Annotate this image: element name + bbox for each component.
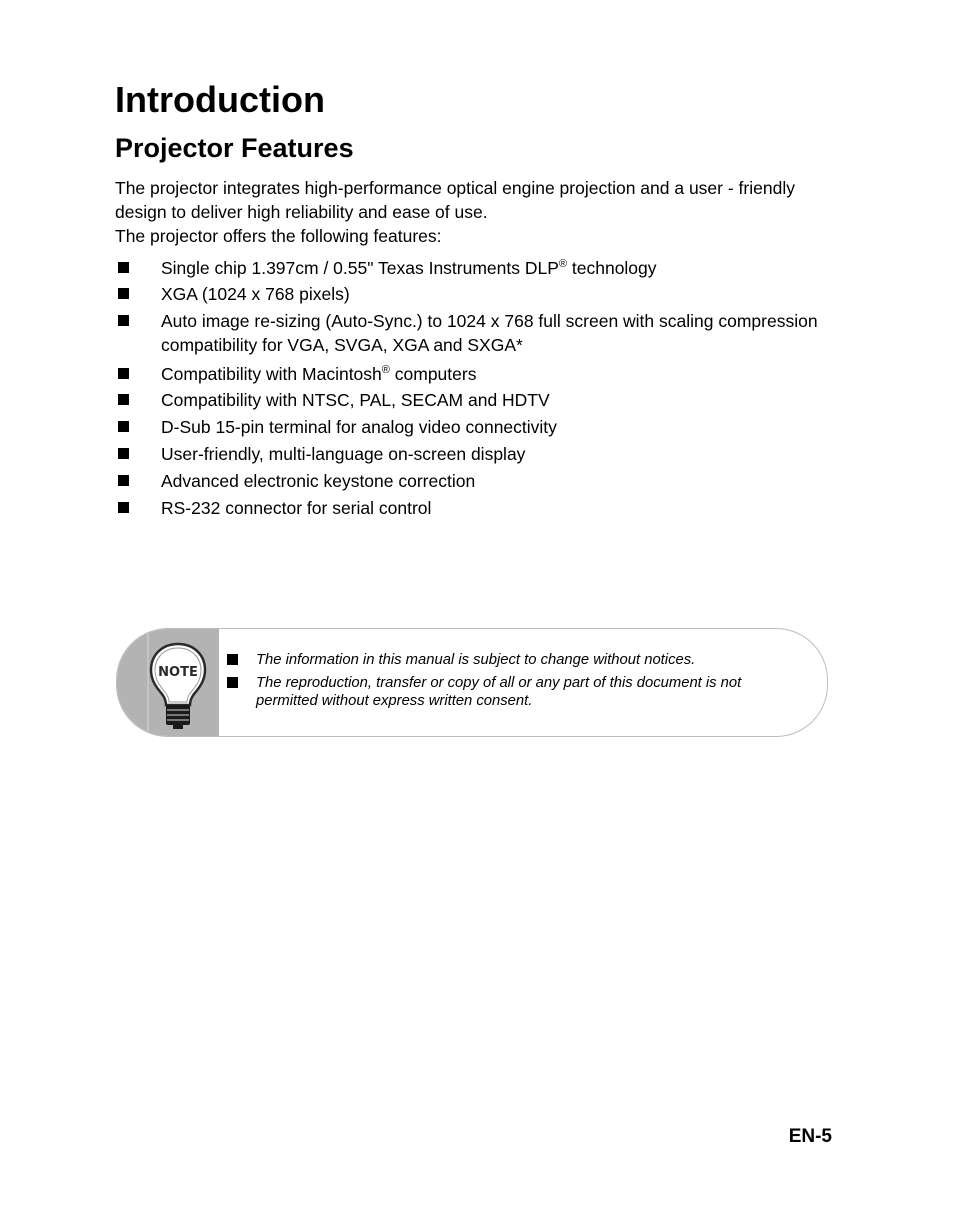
- note-label: NOTE: [158, 665, 198, 680]
- feature-text: Compatibility with NTSC, PAL, SECAM and HDTV: [161, 390, 550, 410]
- list-item: [115, 309, 845, 357]
- square-bullet-icon: [227, 677, 238, 688]
- square-bullet-icon: [118, 502, 129, 513]
- square-bullet-icon: [118, 315, 129, 326]
- list-item: [115, 388, 845, 412]
- note-item: [225, 674, 785, 710]
- feature-text: XGA (1024 x 768 pixels): [161, 284, 350, 304]
- square-bullet-icon: [118, 368, 129, 379]
- note-list: [225, 651, 785, 715]
- note-box: [116, 628, 828, 737]
- note-item: [225, 651, 785, 669]
- square-bullet-icon: [118, 262, 129, 273]
- note-lightbulb-icon: [147, 639, 209, 729]
- feature-text: User-friendly, multi-language on-screen display: [161, 444, 526, 464]
- square-bullet-icon: [227, 654, 238, 665]
- list-item: [115, 415, 845, 439]
- list-item: [115, 469, 845, 493]
- list-item: [115, 282, 845, 306]
- list-item: [115, 362, 845, 386]
- feature-text-suffix: technology: [567, 258, 657, 278]
- feature-text: D-Sub 15-pin terminal for analog video connectivity: [161, 417, 557, 437]
- list-item: [115, 496, 845, 520]
- note-text: The information in this manual is subject to change without notices.: [256, 652, 696, 668]
- list-item: [115, 442, 845, 466]
- square-bullet-icon: [118, 288, 129, 299]
- note-text: The reproduction, transfer or copy of all or any part of this document is not permitted without express written consent.: [256, 675, 742, 709]
- intro-text: The projector integrates high-performance optical engine projection and a user - friendly design to deliver high reliability and ease of use.: [115, 178, 795, 222]
- feature-text: Compatibility with Macintosh: [161, 364, 382, 384]
- registered-mark: ®: [558, 258, 568, 270]
- feature-text: Auto image re-sizing (Auto-Sync.) to 1024 x 768 full screen with scaling compression compatibility for VGA, SVGA, XGA and SXGA*: [161, 311, 818, 355]
- square-bullet-icon: [118, 394, 129, 405]
- feature-text: Advanced electronic keystone correction: [161, 471, 476, 491]
- square-bullet-icon: [118, 475, 129, 486]
- section-title: Projector Features: [115, 133, 354, 163]
- page-number: EN-5: [788, 1126, 832, 1147]
- page-title: Introduction: [115, 79, 325, 120]
- square-bullet-icon: [118, 421, 129, 432]
- registered-mark: ®: [381, 364, 390, 376]
- feature-text: RS-232 connector for serial control: [161, 498, 432, 518]
- intro-text: The projector offers the following features:: [115, 226, 442, 246]
- list-item: [115, 256, 845, 280]
- feature-text-suffix: computers: [389, 364, 477, 384]
- square-bullet-icon: [118, 448, 129, 459]
- feature-text: Single chip 1.397cm / 0.55" Texas Instruments DLP: [161, 258, 559, 278]
- feature-list: [115, 256, 845, 523]
- intro-paragraph: [115, 176, 845, 248]
